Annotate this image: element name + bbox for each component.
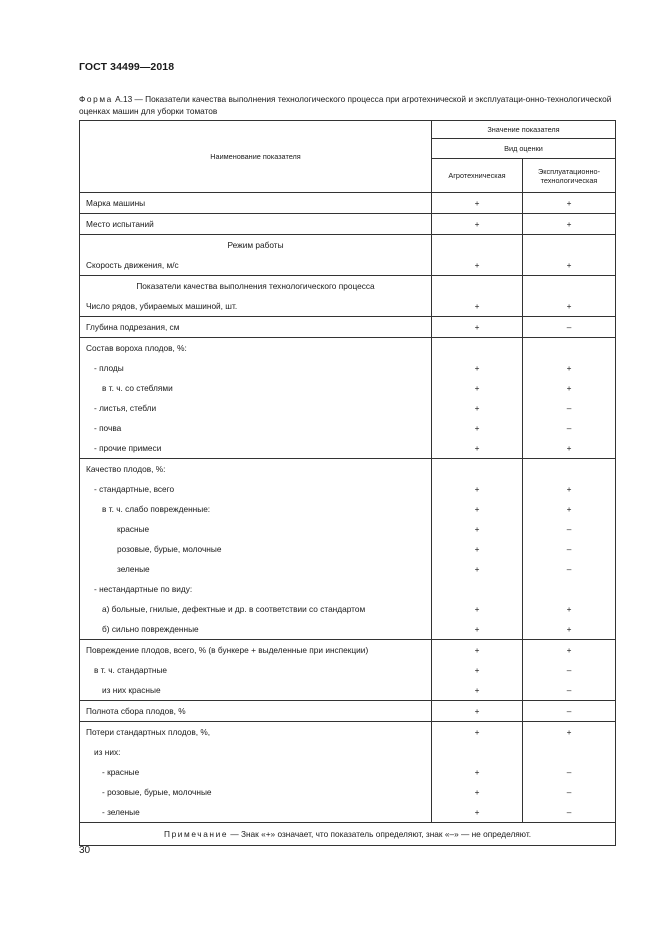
expl-value: + bbox=[566, 727, 572, 737]
expl-value: – bbox=[566, 685, 572, 695]
indicator-name: - прочие примеси bbox=[94, 443, 162, 453]
agro-value: + bbox=[474, 706, 480, 716]
agro-value: + bbox=[474, 504, 480, 514]
expl-value: + bbox=[566, 645, 572, 655]
indicator-name: а) больные, гнилые, дефектные и др. в соответствии со стандартом bbox=[102, 604, 366, 614]
note-label: Примечание bbox=[164, 829, 229, 839]
expl-value: + bbox=[566, 504, 572, 514]
indicator-name-cell bbox=[80, 701, 432, 722]
expl-value-cell bbox=[523, 459, 616, 640]
agro-value: + bbox=[474, 665, 480, 675]
indicator-name-cell bbox=[80, 640, 432, 701]
agro-value: + bbox=[474, 322, 480, 332]
indicator-name: б) сильно поврежденные bbox=[102, 624, 199, 634]
column-header-agro: Агротехническая bbox=[432, 159, 523, 193]
agro-value-cell bbox=[432, 701, 523, 722]
expl-value: + bbox=[566, 219, 572, 229]
indicator-name-cell bbox=[80, 276, 432, 317]
expl-value: – bbox=[566, 807, 572, 817]
table-row bbox=[80, 722, 616, 823]
agro-value-cell bbox=[432, 276, 523, 317]
agro-value: + bbox=[474, 301, 480, 311]
agro-value: + bbox=[474, 484, 480, 494]
table-row bbox=[80, 276, 616, 317]
agro-value: + bbox=[474, 198, 480, 208]
agro-value-cell bbox=[432, 193, 523, 214]
agro-value: + bbox=[474, 403, 480, 413]
expl-value bbox=[523, 338, 615, 358]
expl-value bbox=[523, 742, 615, 762]
table-row bbox=[80, 640, 616, 701]
table-row bbox=[80, 459, 616, 640]
indicator-name: Место испытаний bbox=[86, 219, 154, 229]
column-header-expl bbox=[523, 159, 616, 193]
agro-value: + bbox=[474, 219, 480, 229]
agro-value-cell bbox=[432, 640, 523, 701]
agro-value-cell bbox=[432, 214, 523, 235]
agro-value: + bbox=[474, 544, 480, 554]
expl-value: – bbox=[566, 322, 572, 332]
page-number: 30 bbox=[79, 845, 91, 856]
expl-value: – bbox=[566, 706, 572, 716]
expl-value: + bbox=[566, 301, 572, 311]
indicator-name: - плоды bbox=[94, 363, 124, 373]
indicator-name-cell bbox=[80, 459, 432, 640]
indicator-name: Полнота сбора плодов, % bbox=[86, 706, 186, 716]
expl-value: – bbox=[566, 423, 572, 433]
expl-value bbox=[523, 235, 615, 255]
column-header-name: Наименование показателя bbox=[80, 121, 432, 193]
column-header-expl-line-2: технологическая bbox=[540, 175, 598, 185]
column-header-eval-type: Вид оценки bbox=[432, 139, 616, 159]
agro-value-cell bbox=[432, 235, 523, 276]
agro-value: + bbox=[474, 727, 480, 737]
table-row bbox=[80, 317, 616, 338]
agro-value bbox=[432, 459, 522, 479]
indicator-name: Состав вороха плодов, %: bbox=[86, 343, 187, 353]
indicator-name: - почва bbox=[94, 423, 122, 433]
agro-value: + bbox=[474, 685, 480, 695]
indicators-table bbox=[79, 120, 616, 846]
table-row bbox=[80, 235, 616, 276]
indicator-name-cell bbox=[80, 722, 432, 823]
expl-value-cell bbox=[523, 701, 616, 722]
expl-value bbox=[523, 459, 615, 479]
column-header-expl-line-1: Эксплуатационно- bbox=[537, 166, 601, 176]
expl-value: + bbox=[566, 604, 572, 614]
indicator-name: Глубина подрезания, см bbox=[86, 322, 180, 332]
agro-value-cell bbox=[432, 338, 523, 459]
expl-value-cell bbox=[523, 276, 616, 317]
indicator-name: красные bbox=[117, 524, 150, 534]
expl-value: – bbox=[566, 564, 572, 574]
indicator-name: Марка машины bbox=[86, 198, 146, 208]
agro-value: + bbox=[474, 624, 480, 634]
expl-value-cell bbox=[523, 235, 616, 276]
indicator-name: Число рядов, убираемых машиной, шт. bbox=[86, 301, 238, 311]
note-text: — Знак «+» означает, что показатель определяют, знак «–» — не определяют. bbox=[228, 829, 531, 839]
indicator-name: в т. ч. со стеблями bbox=[102, 383, 173, 393]
table-row bbox=[80, 701, 616, 722]
agro-value: + bbox=[474, 807, 480, 817]
agro-value: + bbox=[474, 604, 480, 614]
indicator-name: - зеленые bbox=[102, 807, 140, 817]
expl-value-cell bbox=[523, 317, 616, 338]
agro-value: + bbox=[474, 564, 480, 574]
expl-value: + bbox=[566, 484, 572, 494]
indicator-name: - стандартные, всего bbox=[94, 484, 175, 494]
expl-value-cell bbox=[523, 338, 616, 459]
agro-value-cell bbox=[432, 317, 523, 338]
form-caption bbox=[79, 94, 614, 117]
agro-value: + bbox=[474, 767, 480, 777]
indicator-name: Показатели качества выполнения технологического процесса bbox=[136, 281, 375, 291]
agro-value bbox=[432, 338, 522, 358]
expl-value: – bbox=[566, 544, 572, 554]
table-row bbox=[80, 338, 616, 459]
agro-value bbox=[432, 276, 522, 296]
agro-value: + bbox=[474, 645, 480, 655]
expl-value-cell bbox=[523, 640, 616, 701]
expl-value: + bbox=[566, 383, 572, 393]
indicator-name: - красные bbox=[102, 767, 140, 777]
column-header-value-group: Значение показателя bbox=[432, 121, 616, 139]
expl-value: – bbox=[566, 787, 572, 797]
expl-value-cell bbox=[523, 193, 616, 214]
agro-value bbox=[432, 579, 522, 599]
indicator-name: Скорость движения, м/с bbox=[86, 260, 179, 270]
table-note bbox=[80, 823, 616, 846]
indicator-name: из них красные bbox=[102, 685, 161, 695]
expl-value: + bbox=[566, 260, 572, 270]
indicator-name-cell bbox=[80, 338, 432, 459]
expl-value: – bbox=[566, 665, 572, 675]
indicator-name: в т. ч. стандартные bbox=[94, 665, 168, 675]
agro-value-cell bbox=[432, 459, 523, 640]
expl-value: – bbox=[566, 524, 572, 534]
agro-value bbox=[432, 742, 522, 762]
indicator-name-cell bbox=[80, 317, 432, 338]
agro-value: + bbox=[474, 423, 480, 433]
form-caption-text: А.13 — Показатели качества выполнения технологического процесса при агротехнической и эксплуатаци-онно-технологической оценках машин для уборки томатов bbox=[79, 94, 612, 116]
document-header: ГОСТ 34499—2018 bbox=[79, 61, 175, 73]
agro-value-cell bbox=[432, 722, 523, 823]
table-row bbox=[80, 214, 616, 235]
agro-value: + bbox=[474, 443, 480, 453]
agro-value: + bbox=[474, 787, 480, 797]
indicator-name: Потери стандартных плодов, %, bbox=[86, 727, 211, 737]
indicator-name: - нестандартные по виду: bbox=[94, 584, 193, 594]
agro-value: + bbox=[474, 260, 480, 270]
expl-value bbox=[523, 276, 615, 296]
indicator-name: Повреждение плодов, всего, % (в бункере + выделенные при инспекции) bbox=[86, 645, 369, 655]
agro-value bbox=[432, 235, 522, 255]
indicator-name: Режим работы bbox=[227, 240, 284, 250]
indicator-name: - розовые, бурые, молочные bbox=[102, 787, 212, 797]
expl-value: – bbox=[566, 767, 572, 777]
expl-value: – bbox=[566, 403, 572, 413]
indicator-name-cell bbox=[80, 193, 432, 214]
indicator-name: розовые, бурые, молочные bbox=[117, 544, 222, 554]
table-row bbox=[80, 193, 616, 214]
agro-value: + bbox=[474, 524, 480, 534]
expl-value: + bbox=[566, 624, 572, 634]
indicator-name: зеленые bbox=[117, 564, 150, 574]
expl-value bbox=[523, 579, 615, 599]
expl-value-cell bbox=[523, 214, 616, 235]
indicator-name-cell bbox=[80, 214, 432, 235]
indicator-name: Качество плодов, %: bbox=[86, 464, 166, 474]
agro-value: + bbox=[474, 383, 480, 393]
indicator-name: в т. ч. слабо поврежденные: bbox=[102, 504, 211, 514]
indicator-name-cell bbox=[80, 235, 432, 276]
expl-value: + bbox=[566, 198, 572, 208]
agro-value: + bbox=[474, 363, 480, 373]
indicator-name: - листья, стебли bbox=[94, 403, 157, 413]
form-label: Форма bbox=[79, 94, 113, 104]
expl-value-cell bbox=[523, 722, 616, 823]
expl-value: + bbox=[566, 443, 572, 453]
indicator-name: из них: bbox=[94, 747, 121, 757]
expl-value: + bbox=[566, 363, 572, 373]
